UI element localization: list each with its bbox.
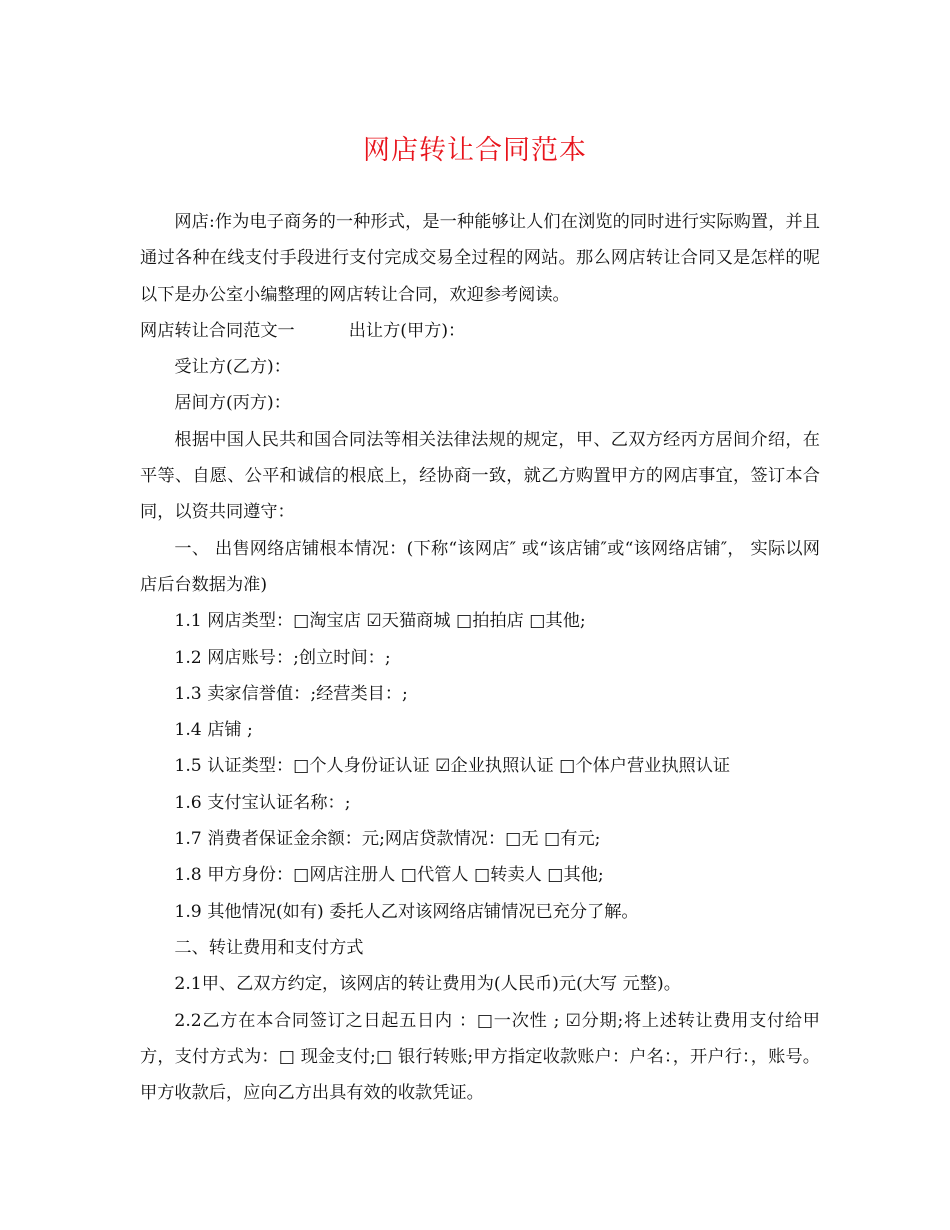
clause-2-2: 2.2乙方在本合同签订之日起五日内 ：□一次性 ; ☑分期;将上述转让费用支付给甲方，支付方式为：□ 现金支付;□ 银行转账;甲方指定收款账户：户名：，开户行：，账号。甲方收款后，应向乙方出具有效的收款凭证。	[140, 1010, 820, 1104]
item-1-5: 1.5 认证类型：□个人身份证认证 ☑企业执照认证 □个体户营业执照认证	[174, 756, 731, 777]
document-title: 网店转让合同范本	[363, 135, 587, 166]
item-1-3: 1.3 卖家信誉值：;经营类目：;	[174, 683, 408, 704]
party-c-label: 居间方(丙方)：	[174, 393, 291, 414]
document-body	[140, 204, 820, 1111]
sample-heading: 网店转让合同范文一	[140, 320, 295, 341]
item-1-9: 1.9 其他情况(如有) 委托人乙对该网络店铺情况已充分了解。	[174, 901, 639, 922]
item-1-1: 1.1 网店类型：□淘宝店 ☑天猫商城 □拍拍店 □其他;	[174, 611, 586, 632]
sample-heading-line	[140, 313, 820, 349]
preamble-paragraph: 根据中国人民共和国合同法等相关法律法规的规定，甲、乙双方经丙方居间介绍，在平等、自愿、公平和诚信的根底上，经协商一致，就乙方购置甲方的网店事宜，签订本合同，以资共同遵守：	[140, 429, 820, 523]
item-1-4: 1.4 店铺 ;	[174, 720, 253, 741]
section2-heading: 二、转让费用和支付方式	[174, 937, 364, 958]
item-1-6: 1.6 支付宝认证名称：;	[174, 792, 351, 813]
section1-heading: 一、 出售网络店铺根本情况：(下称“该网店″ 或“该店铺″或“该网络店铺″， 实际以网店后台数据为准)	[140, 538, 820, 595]
party-b-label: 受让方(乙方)：	[174, 357, 291, 378]
item-1-8: 1.8 甲方身份：□网店注册人 □代管人 □转卖人 □其他;	[174, 865, 604, 886]
intro-paragraph: 网店:作为电子商务的一种形式，是一种能够让人们在浏览的同时进行实际购置，并且通过各种在线支付手段进行支付完成交易全过程的网站。那么网店转让合同又是怎样的呢以下是办公室小编整理的网店转让合同，欢迎参考阅读。	[140, 212, 820, 305]
item-1-2: 1.2 网店账号：;创立时间：;	[174, 647, 391, 668]
clause-2-1: 2.1甲、乙双方约定，该网店的转让费用为(人民币)元(大写 元整)。	[174, 974, 681, 995]
item-1-7: 1.7 消费者保证金余额：元;网店贷款情况：□无 □有元;	[174, 829, 601, 850]
party-a-label: 出让方(甲方)：	[348, 320, 466, 341]
